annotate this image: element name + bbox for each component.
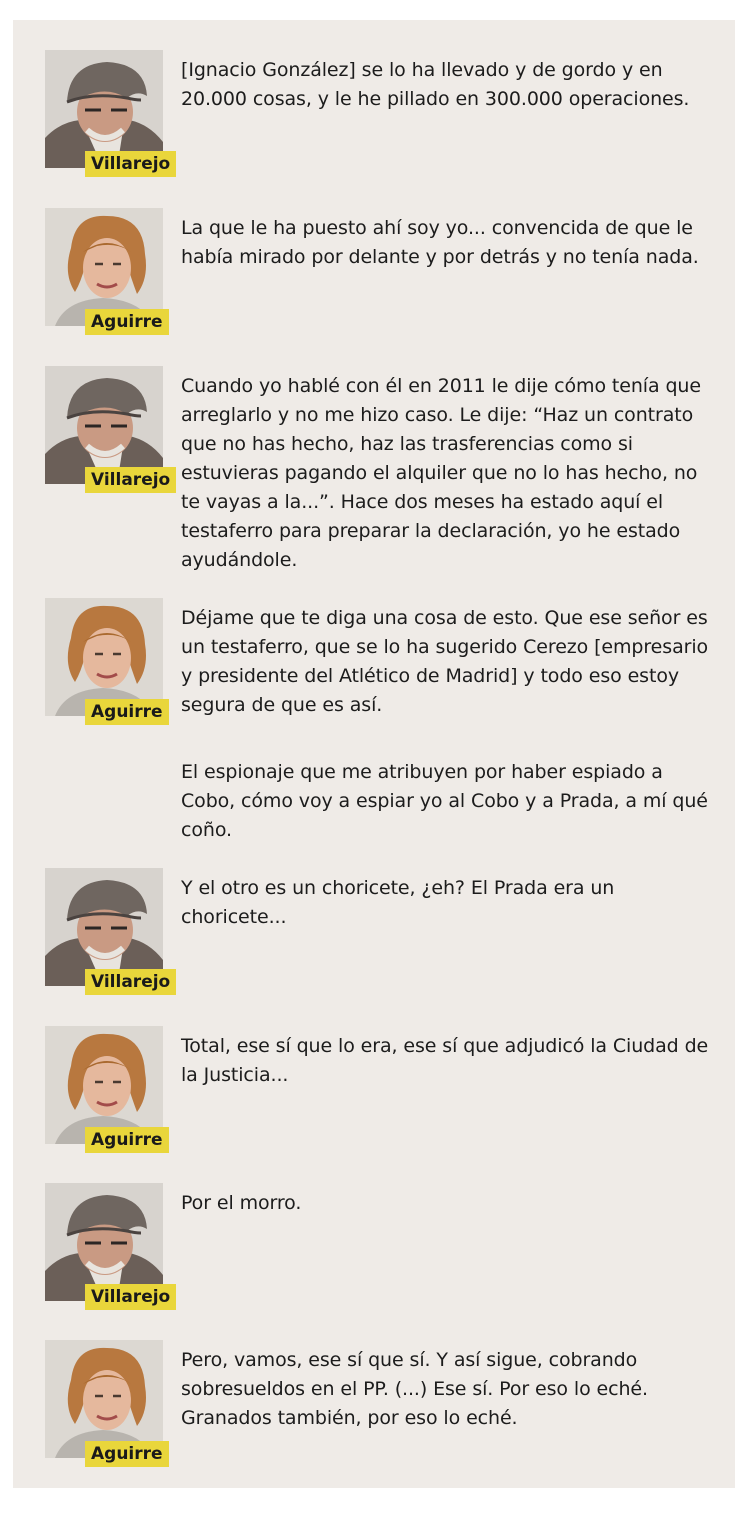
speech-text: Y el otro es un choricete, ¿eh? El Prada era un choricete... (181, 877, 615, 928)
speaker-name-tag: Villarejo (85, 969, 176, 995)
speaker-name-tag: Aguirre (85, 1127, 169, 1153)
speech-text: El espionaje que me atribuyen por haber espiado a Cobo, cómo voy a espiar yo al Cobo y a Prada, a mí qué coño. (181, 761, 708, 841)
speaker-name-tag: Aguirre (85, 699, 169, 725)
speech-text: Por el morro. (181, 1192, 302, 1214)
speech-text: La que le ha puesto ahí soy yo... convencida de que le había mirado por delante y por detrás y no tenía nada. (181, 217, 699, 268)
speaker-name-tag: Villarejo (85, 1284, 176, 1310)
speech-text: Total, ese sí que lo era, ese sí que adjudicó la Ciudad de la Justicia... (181, 1035, 709, 1086)
speech-text: Cuando yo hablé con él en 2011 le dije cómo tenía que arreglarlo y no me hizo caso. Le dije: “Haz un contrato que no has hecho, haz las trasferencias como si estuvieras pagando el alquiler que no lo has hecho, no te vayas a la...”. Hace dos meses ha estado aquí el testaferro para preparar la declaración, yo he estado ayudándole. (181, 375, 701, 571)
speaker-name-tag: Aguirre (85, 309, 169, 335)
speech-text: Déjame que te diga una cosa de esto. Que ese señor es un testaferro, que se lo ha sugerido Cerezo [empresario y presidente del Atlético de Madrid] y todo eso estoy segura de que es así. (181, 607, 709, 716)
transcript-panel (13, 20, 735, 1488)
speech-text: [Ignacio González] se lo ha llevado y de gordo y en 20.000 cosas, y le he pillado en 300.000 operaciones. (181, 59, 690, 110)
speaker-name-tag: Villarejo (85, 151, 176, 177)
speaker-name-tag: Aguirre (85, 1441, 169, 1467)
speech-text: Pero, vamos, ese sí que sí. Y así sigue, cobrando sobresueldos en el PP. (...) Ese sí. Por eso lo eché. Granados también, por eso lo eché. (181, 1349, 648, 1429)
speaker-name-tag: Villarejo (85, 467, 176, 493)
